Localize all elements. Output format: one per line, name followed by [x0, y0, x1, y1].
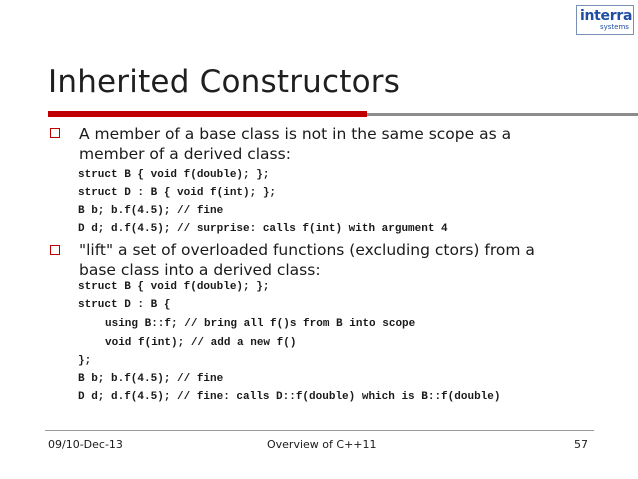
title-underline-grey: [367, 113, 638, 116]
bullet-square-icon: [50, 245, 60, 255]
company-logo: [576, 5, 634, 35]
code-line: B b; b.f(4.5); // fine: [78, 373, 224, 385]
code-line: B b; b.f(4.5); // fine: [78, 205, 224, 217]
bullet-2-line-1: "lift" a set of overloaded functions (excluding ctors) from a: [79, 241, 535, 259]
code-line: struct D : B {: [78, 299, 171, 311]
code-line: };: [78, 355, 92, 367]
bullet-1-line-1: A member of a base class is not in the same scope as a: [79, 125, 512, 143]
code-line: struct B { void f(double); };: [78, 169, 270, 181]
footer-divider: [45, 430, 594, 431]
code-line: struct B { void f(double); };: [78, 281, 270, 293]
logo-wordmark: interra: [580, 8, 633, 24]
slide-title: Inherited Constructors: [48, 64, 401, 100]
code-line: D d; d.f(4.5); // surprise: calls f(int) with argument 4: [78, 223, 448, 235]
code-line: using B::f; // bring all f()s from B into scope: [105, 318, 416, 330]
code-line: D d; d.f(4.5); // fine: calls D::f(double) which is B::f(double): [78, 391, 501, 403]
bullet-1-line-2: member of a derived class:: [79, 145, 291, 163]
code-line: struct D : B { void f(int); };: [78, 187, 277, 199]
title-underline-accent: [48, 111, 367, 117]
footer-title: Overview of C++11: [267, 438, 377, 451]
logo-subtext: systems: [600, 23, 629, 31]
page-number: 57: [574, 438, 588, 451]
bullet-square-icon: [50, 128, 60, 138]
code-line: void f(int); // add a new f(): [105, 337, 297, 349]
footer-date: 09/10-Dec-13: [48, 438, 123, 451]
bullet-2-line-2: base class into a derived class:: [79, 261, 321, 279]
